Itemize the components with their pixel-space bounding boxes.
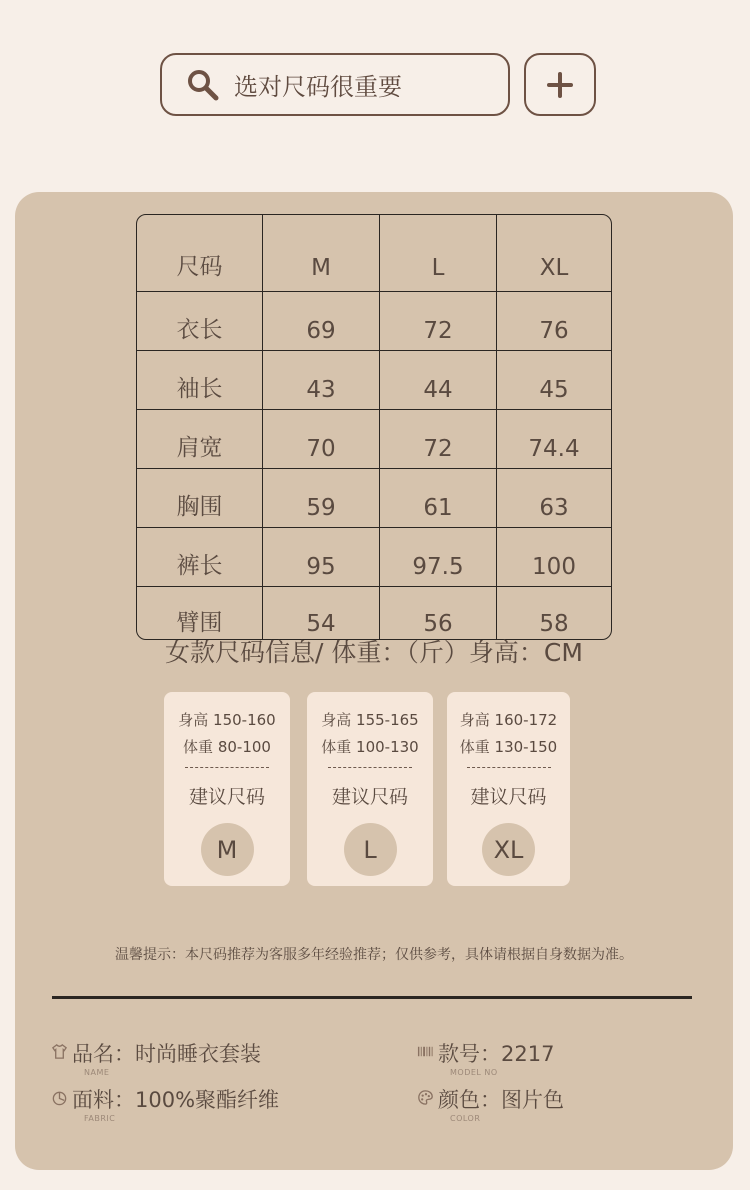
suggestion-height: 身高 150-160 [178,711,276,729]
table-cell: 43 [263,351,380,410]
tip-text: 温馨提示：本尺码推荐为客服多年经验推荐；仅供参考，具体请根据自身数据为准。 [115,947,633,963]
header-cell: XL [497,215,611,292]
size-info-title: 女款尺码信息/ 体重：（斤）身高：CM [165,638,583,667]
dashed-divider [328,767,412,768]
table-row [137,292,611,351]
table-row [137,469,611,528]
table-cell: 胸围 [137,469,263,528]
spec-name-sub: NAME [84,1068,110,1077]
spec-color-text: 颜色：图片色 [438,1088,564,1112]
table-cell: 44 [380,351,497,410]
size-table [136,214,612,640]
suggestion-card-l [307,692,433,886]
suggestion-card-xl [447,692,570,886]
suggestion-weight: 体重 130-150 [459,738,558,756]
table-cell: 肩宽 [137,410,263,469]
suggestion-height: 身高 155-165 [321,711,419,729]
table-cell: 56 [380,587,497,639]
table-cell: 74.4 [497,410,611,469]
header-cell: M [263,215,380,292]
spec-fabric-text: 面料：100%聚酯纤维 [72,1088,280,1112]
dashed-divider [467,767,551,768]
size-guide-card [15,192,733,1170]
plus-icon [546,71,574,99]
table-cell: 63 [497,469,611,528]
suggested-size-badge: XL [482,823,535,876]
suggested-size-badge: L [344,823,397,876]
suggestion-label: 建议尺码 [188,786,265,808]
table-cell: 61 [380,469,497,528]
suggestion-label: 建议尺码 [470,786,547,808]
table-cell: 72 [380,410,497,469]
table-cell: 59 [263,469,380,528]
table-cell: 45 [497,351,611,410]
suggestion-height: 身高 160-172 [459,711,558,729]
table-cell: 76 [497,292,611,351]
header-cell: 尺码 [137,215,263,292]
dashed-divider [185,767,269,768]
table-cell: 97.5 [380,528,497,587]
plus-button[interactable] [524,53,596,116]
section-divider [52,996,692,999]
table-cell: 衣长 [137,292,263,351]
shirt-icon [51,1043,68,1060]
table-row [137,528,611,587]
table-cell: 臂围 [137,587,263,639]
table-cell: 袖长 [137,351,263,410]
spec-color [417,1084,564,1123]
table-cell: 69 [263,292,380,351]
spec-fabric-sub: FABRIC [84,1114,116,1123]
barcode-icon [417,1043,434,1060]
header-cell: L [380,215,497,292]
spec-model-text: 款号：2217 [438,1042,555,1066]
spec-name [51,1038,261,1077]
spec-name-text: 品名：时尚睡衣套装 [72,1042,261,1066]
suggested-size-badge: M [201,823,254,876]
table-cell: 裤长 [137,528,263,587]
suggestion-label: 建议尺码 [331,786,408,808]
table-cell: 72 [380,292,497,351]
suggestion-weight: 体重 100-130 [321,738,419,756]
fabric-icon [51,1089,68,1106]
palette-icon [417,1089,434,1106]
table-row [137,351,611,410]
suggestion-card-m [164,692,290,886]
table-cell: 54 [263,587,380,639]
table-cell: 100 [497,528,611,587]
table-row [137,587,611,639]
table-cell: 58 [539,611,569,637]
table-cell: 95 [263,528,380,587]
spec-color-sub: COLOR [450,1114,481,1123]
suggestion-weight: 体重 80-100 [183,738,271,756]
table-row [137,410,611,469]
spec-model-sub: MODEL NO [450,1068,498,1077]
table-cell: 70 [263,410,380,469]
search-text: 选对尺码很重要 [234,73,402,101]
search-icon [186,68,220,102]
search-bar[interactable] [160,53,510,116]
table-header-row [137,215,611,292]
spec-model [417,1038,554,1077]
spec-fabric [51,1084,279,1123]
